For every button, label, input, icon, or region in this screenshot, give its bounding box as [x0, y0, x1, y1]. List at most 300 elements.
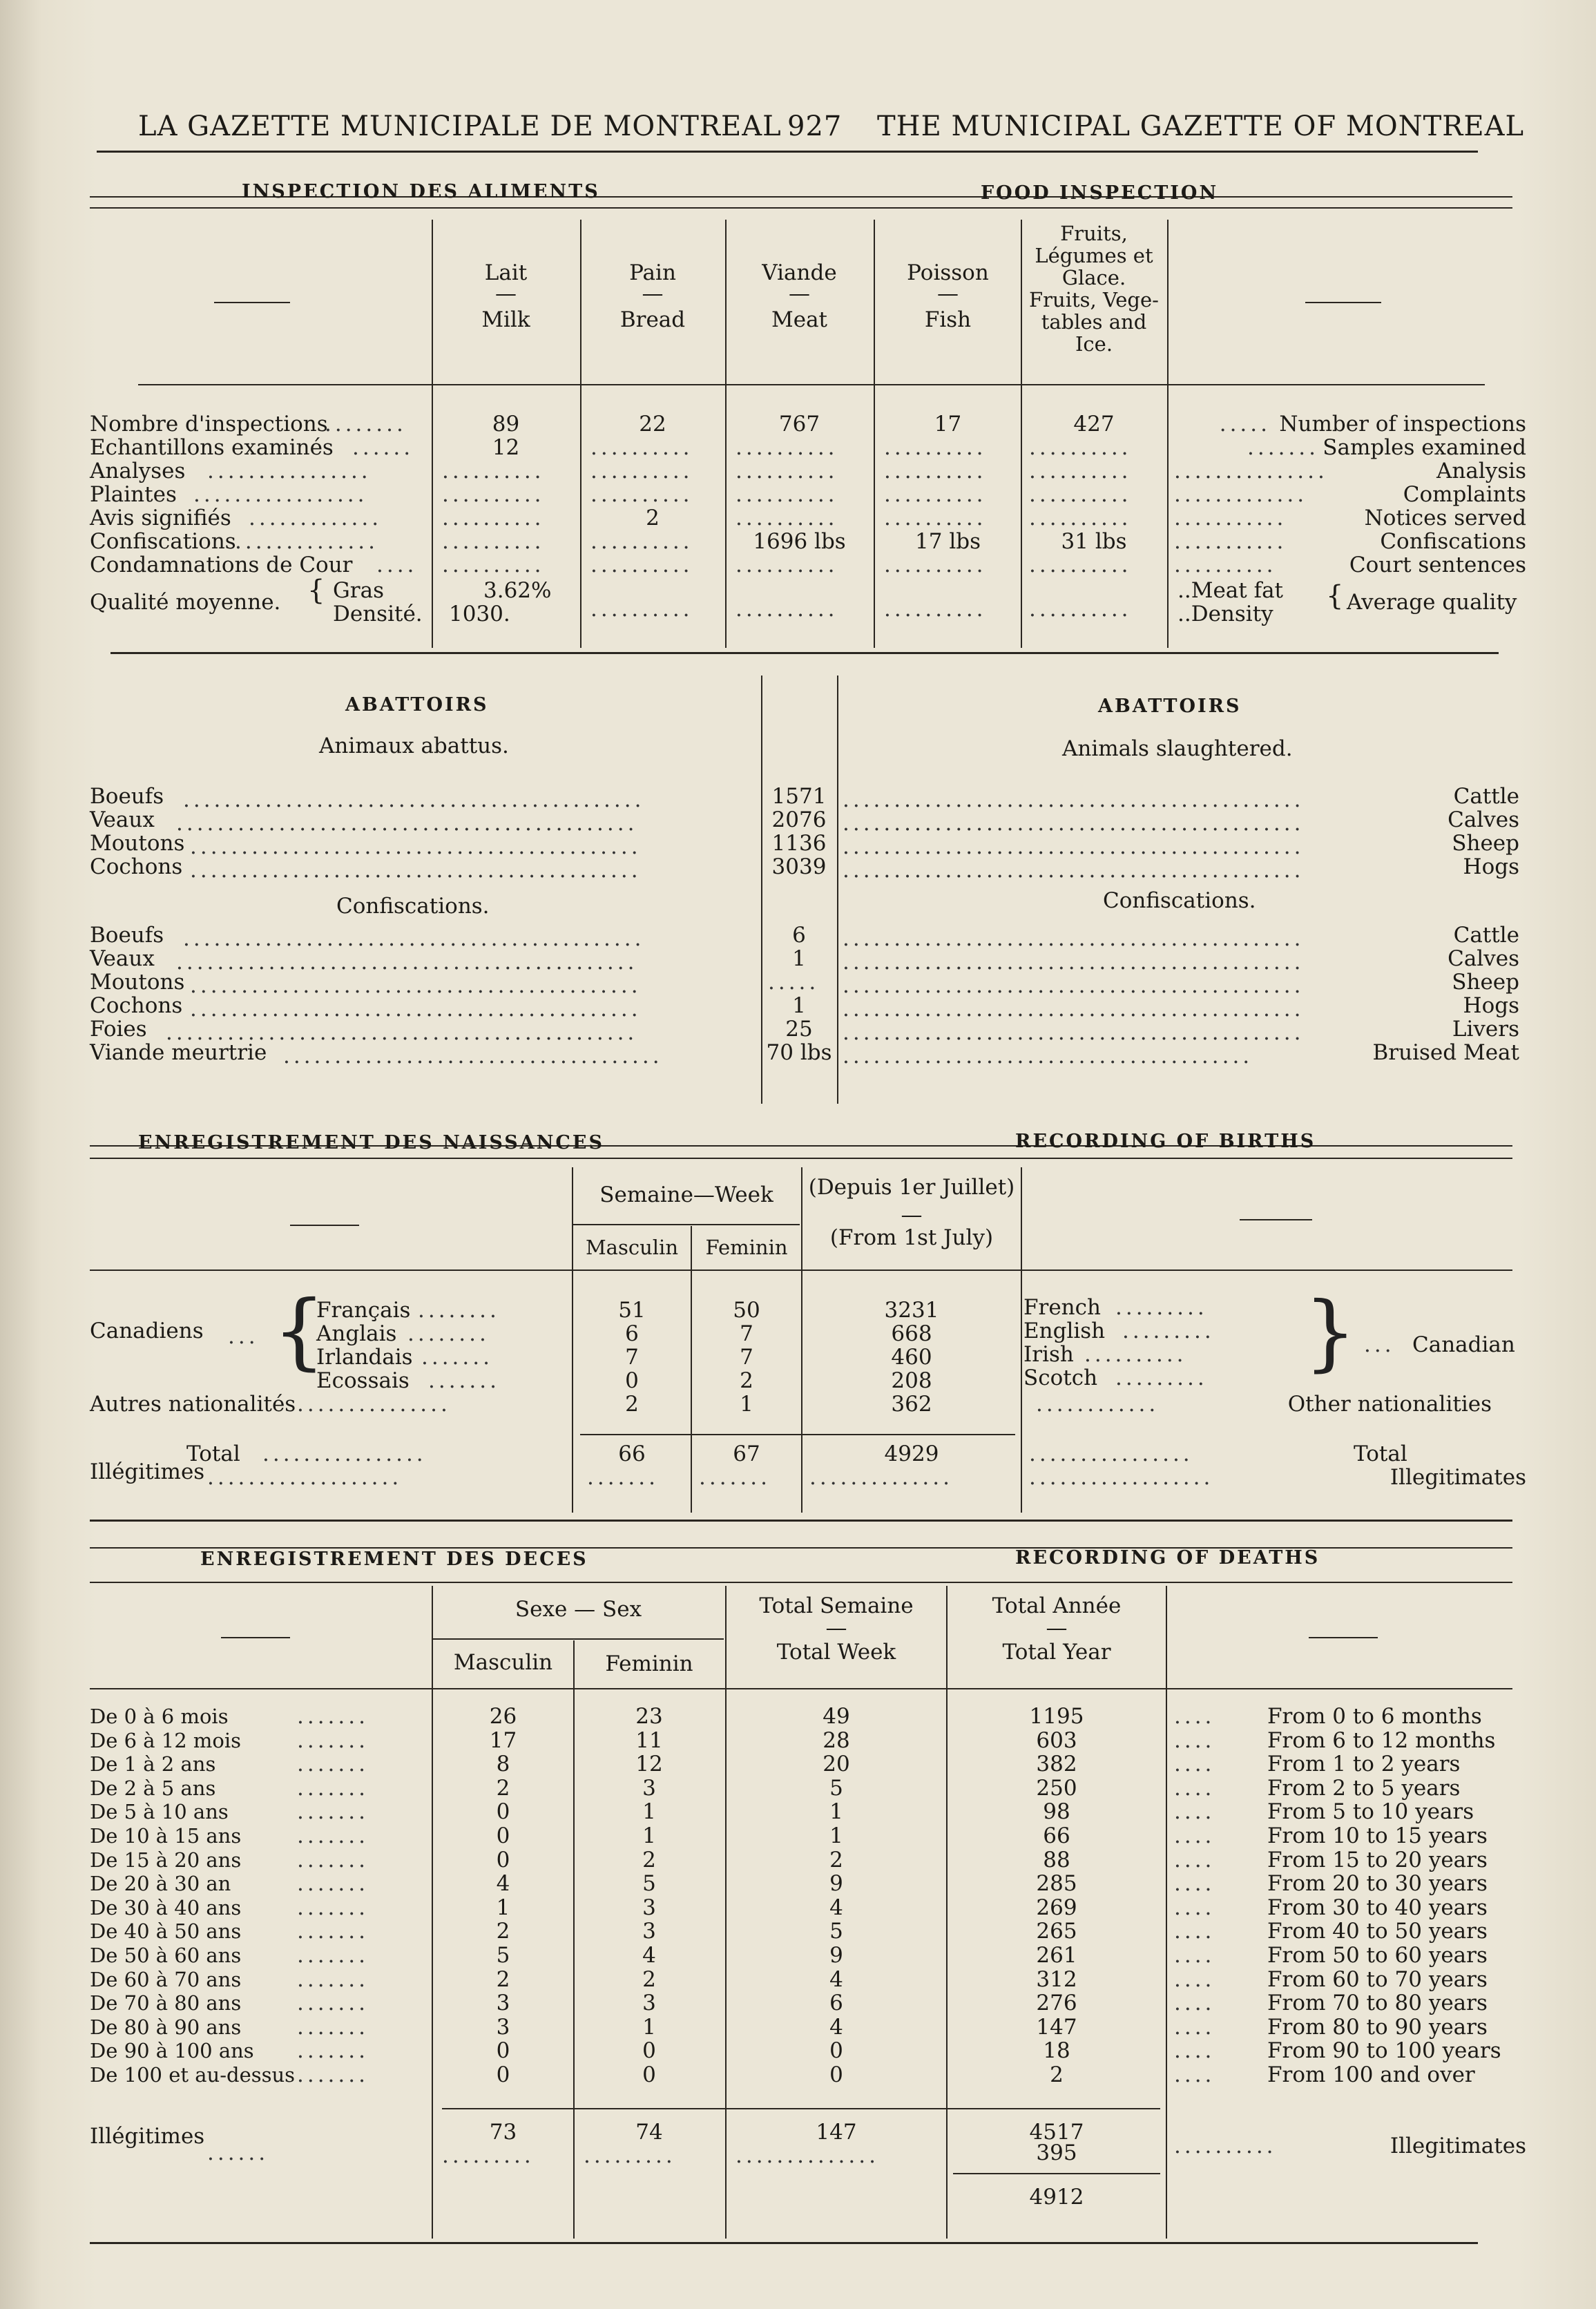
deaths-sex-head: Sexe — Sex [515, 1597, 642, 1622]
deaths-row-fr: De 80 à 90 ans [90, 2015, 242, 2039]
abattoir-val: 1136 [771, 831, 827, 856]
leader-dots: ................... [207, 1466, 403, 1489]
births-masc-head: Masculin [585, 1236, 678, 1259]
empty-cell-dots: .......... [590, 459, 693, 483]
empty-cell-dots: .......... [442, 506, 545, 530]
deaths-row-fr: De 0 à 6 mois [90, 1705, 229, 1728]
leader-dots: ............................................. [843, 927, 1305, 950]
deaths-row-en: From 2 to 5 years [1267, 1776, 1461, 1801]
leader-dots: ........................................ [843, 1044, 1253, 1068]
deaths-row-fr: De 2 à 5 ans [90, 1776, 216, 1800]
leader-dots: ......... [1122, 1319, 1215, 1343]
deaths-ty-fr: Total Année [992, 1593, 1122, 1618]
leader-dots: ............................................. [176, 812, 638, 835]
food-cell: 17 lbs [915, 529, 981, 554]
header-title-fr: LA GAZETTE MUNICIPALE DE MONTREAL [138, 111, 782, 142]
abattoir-conf-row-fr: Boeufs [90, 923, 164, 948]
deaths-f: 11 [635, 1728, 663, 1753]
deaths-row-en: From 10 to 15 years [1267, 1823, 1488, 1848]
leader-dots: ................ [207, 459, 372, 483]
page-number: 927 [787, 111, 843, 142]
deaths-w: 5 [829, 1776, 843, 1801]
births-title-en: RECORDING OF BIRTHS [1015, 1131, 1316, 1152]
food-row-label-fr: Avis signifiés [90, 506, 231, 530]
deaths-w: 49 [823, 1704, 850, 1729]
empty-cell-dots: ......... [584, 2144, 676, 2167]
empty-cell-dots: .......... [884, 597, 987, 621]
quality-density: ..Density [1177, 602, 1273, 626]
deaths-f: 4 [642, 1943, 656, 1968]
quality-label-en: Average quality [1347, 590, 1517, 615]
deaths-w: 5 [829, 1919, 843, 1944]
deaths-row-en: From 6 to 12 months [1267, 1728, 1496, 1753]
deaths-f: 5 [642, 1871, 656, 1896]
births-total-m: 66 [618, 1441, 646, 1466]
deaths-row-fr: De 70 à 80 ans [90, 1991, 242, 2015]
deaths-illeg-fr: Illégitimes [90, 2124, 205, 2149]
deaths-row-en: From 5 to 10 years [1267, 1799, 1474, 1824]
leader-dots: ............................................ [190, 974, 642, 997]
leader-dots: ...... [352, 436, 414, 459]
deaths-illeg-en: Illegitimates [1390, 2134, 1526, 2158]
abattoir-conf-row-en: Bruised Meat [1372, 1040, 1519, 1065]
abattoir-row-en: Calves [1448, 807, 1519, 832]
deaths-f: 3 [642, 1991, 656, 2015]
births-m: 6 [625, 1321, 639, 1346]
deaths-y: 18 [1043, 2038, 1070, 2063]
births-tot: 668 [891, 1321, 932, 1346]
deaths-w: 0 [829, 2062, 843, 2087]
fruits-head-line: Glace. [1061, 266, 1126, 289]
empty-cell-dots: .......... [590, 483, 693, 506]
leader-dots: ....... [428, 1369, 500, 1392]
leader-dots: .... [1174, 1896, 1215, 1919]
food-row-label-en: Notices served [1364, 506, 1526, 530]
leader-dots: ............................................. [843, 788, 1305, 812]
births-total-f: 67 [733, 1441, 760, 1466]
leader-dots: ............. [1174, 483, 1308, 506]
leader-dots: ....... [297, 1919, 369, 1943]
food-col-poisson: Poisson [907, 260, 989, 285]
food-cell: 31 lbs [1061, 529, 1127, 554]
deaths-stub-dash [1309, 1637, 1378, 1638]
deaths-f: 12 [635, 1752, 663, 1776]
deaths-sex-rule [433, 1638, 724, 1640]
food-col-bread: Bread [619, 307, 686, 332]
deaths-f: 1 [642, 2015, 656, 2040]
births-f: 50 [733, 1298, 760, 1323]
deaths-m: 17 [489, 1728, 517, 1753]
leader-dots: ............................................ [190, 835, 642, 859]
abattoir-row-fr: Moutons [90, 831, 185, 856]
deaths-title-en: RECORDING OF DEATHS [1015, 1547, 1320, 1569]
leader-dots: .... [376, 553, 418, 577]
leader-dots: .............. [235, 530, 378, 553]
food-col-rule [1167, 220, 1169, 648]
empty-cell-dots: .............. [735, 2144, 879, 2167]
food-row-label-en: Complaints [1403, 482, 1526, 507]
births-row-fr: Ecossais [316, 1368, 410, 1393]
empty-cell-dots: .......... [590, 530, 693, 553]
births-other-en: Other nationalities [1287, 1392, 1492, 1417]
empty-cell-dots: .......... [1029, 436, 1132, 459]
empty-cell-dots: .......... [442, 459, 545, 483]
births-fem-head: Feminin [705, 1236, 788, 1259]
empty-cell-dots: .......... [884, 459, 987, 483]
leader-dots: ... [228, 1325, 259, 1348]
food-cell: 17 [934, 412, 962, 437]
births-m: 51 [618, 1298, 646, 1323]
leader-dots: ............ [1036, 1392, 1160, 1416]
leader-dots: ............... [1174, 459, 1328, 483]
abattoir-row-fr: Cochons [90, 854, 183, 879]
leader-dots: ..... [1219, 412, 1271, 436]
leader-dots: .... [1174, 1800, 1215, 1823]
empty-cell-dots: .......... [735, 553, 838, 577]
deaths-ty-dash: — [1046, 1616, 1068, 1640]
deaths-f: 3 [642, 1919, 656, 1944]
deaths-y: 261 [1036, 1943, 1077, 1968]
quality-gras: Gras [333, 578, 384, 603]
births-since-en: (From 1st July) [829, 1225, 994, 1250]
canadiens-brace: { [273, 1283, 326, 1379]
deaths-w: 1 [829, 1799, 843, 1824]
deaths-y: 312 [1036, 1967, 1077, 1992]
leader-dots: ....... [297, 1944, 369, 1967]
abattoir-conf-row-fr: Moutons [90, 970, 185, 995]
deaths-illeg-y: 395 [1036, 2140, 1077, 2165]
leader-dots: ............................................. [843, 835, 1305, 859]
leader-dots: ............................................. [183, 788, 645, 812]
deaths-w: 6 [829, 1991, 843, 2015]
births-stub-dash [1240, 1219, 1312, 1220]
deaths-m: 3 [496, 1991, 510, 2015]
abattoir-sub-fr: Animaux abattus. [319, 734, 509, 758]
abattoir-conf-val: 6 [792, 923, 806, 948]
deaths-w: 4 [829, 2015, 843, 2040]
births-row-en: French [1023, 1295, 1101, 1320]
deaths-row-fr: De 100 et au-dessus [90, 2063, 296, 2087]
leader-dots: ....... [297, 2063, 369, 2087]
fruits-head-line: Fruits, Vege- [1029, 288, 1159, 312]
food-col-pain: Pain [629, 260, 676, 285]
food-cell: 2 [646, 506, 660, 530]
abattoir-conf-val: 25 [785, 1017, 813, 1042]
leader-dots: ............................................ [190, 859, 642, 882]
empty-cell-dots: .......... [884, 553, 987, 577]
deaths-row-fr: De 50 à 60 ans [90, 1944, 242, 1967]
births-row-fr: Irlandais [316, 1345, 413, 1370]
deaths-y: 98 [1043, 1799, 1070, 1824]
leader-dots: .......... [1084, 1343, 1187, 1366]
deaths-m: 1 [496, 1895, 510, 1920]
deaths-w: 0 [829, 2038, 843, 2063]
leader-dots: ....... [297, 1896, 369, 1919]
deaths-total-y: 4517 [1029, 2120, 1084, 2145]
abattoir-col-rule [837, 676, 838, 1104]
food-cell: 12 [492, 435, 520, 460]
leader-dots: .... [1174, 1752, 1215, 1776]
deaths-row-en: From 90 to 100 years [1267, 2038, 1501, 2063]
food-col-dash: — [642, 281, 664, 306]
deaths-row-fr: De 10 à 15 ans [90, 1824, 242, 1848]
abattoir-conf-val: 70 lbs [766, 1040, 832, 1065]
leader-dots: ......... [1115, 1296, 1208, 1319]
leader-dots: ... [1364, 1333, 1395, 1357]
deaths-m: 2 [496, 1967, 510, 1992]
deaths-row-en: From 30 to 40 years [1267, 1895, 1488, 1920]
empty-cell-dots: .......... [442, 530, 545, 553]
fruits-head-line: tables and [1041, 310, 1147, 334]
deaths-col-rule [1166, 1586, 1167, 2239]
births-tot: 3231 [884, 1298, 939, 1323]
empty-cell-dots: .......... [735, 459, 838, 483]
deaths-m: 4 [496, 1871, 510, 1896]
empty-cell-dots: .......... [590, 436, 693, 459]
leader-dots: ......... [1115, 1366, 1208, 1390]
leader-dots: .... [1174, 1776, 1215, 1800]
deaths-row-fr: De 40 à 50 ans [90, 1919, 242, 1943]
births-total-tot: 4929 [884, 1441, 939, 1466]
births-row-en: Irish [1023, 1342, 1074, 1367]
deaths-row-fr: De 15 à 20 ans [90, 1848, 242, 1872]
empty-cell-dots: .......... [735, 506, 838, 530]
leader-dots: ....... [297, 1800, 369, 1823]
births-m: 0 [625, 1368, 639, 1393]
food-title-fr: INSPECTION DES ALIMENTS [242, 181, 600, 202]
food-row-label-en: Analysis [1436, 459, 1526, 483]
deaths-grand-rule [953, 2173, 1160, 2174]
deaths-y: 1195 [1029, 1704, 1084, 1729]
empty-cell-dots: .......... [735, 597, 838, 621]
abattoir-val: 2076 [771, 807, 827, 832]
deaths-y: 250 [1036, 1776, 1077, 1801]
leader-dots: .... [1174, 2015, 1215, 2039]
food-row-label-fr: Analyses [90, 459, 186, 483]
empty-cell-dots: .......... [884, 483, 987, 506]
births-canadian-en: Canadian [1412, 1332, 1515, 1357]
food-cell: 427 [1073, 412, 1115, 437]
deaths-y: 603 [1036, 1728, 1077, 1753]
quality-meat-fat: ..Meat fat [1177, 578, 1284, 603]
fruits-head-line: Ice. [1075, 332, 1113, 356]
abattoir-title-fr: ABATTOIRS [345, 694, 489, 716]
deaths-f: 3 [642, 1776, 656, 1801]
food-stub-dash [214, 302, 290, 303]
header-title-en: THE MUNICIPAL GAZETTE OF MONTREAL [877, 111, 1525, 142]
leader-dots: .... [1174, 1919, 1215, 1943]
food-bottom-rule [110, 652, 1499, 654]
deaths-row-en: From 15 to 20 years [1267, 1848, 1488, 1872]
leader-dots: ........ [407, 1322, 490, 1345]
empty-cell-dots: .......... [735, 436, 838, 459]
leader-dots: ........... [1174, 530, 1287, 553]
leader-dots: ........ [418, 1299, 500, 1322]
leader-dots: ....... [297, 1752, 369, 1776]
food-row-label-en: Number of inspections [1279, 412, 1526, 437]
births-bottom-rule [90, 1520, 1512, 1522]
food-col-dash: — [495, 281, 517, 306]
deaths-stub-dash [221, 1637, 290, 1638]
deaths-y: 265 [1036, 1919, 1077, 1944]
leader-dots: ............................................. [843, 997, 1305, 1021]
food-cell: 89 [492, 412, 520, 437]
header-rule [97, 151, 1478, 153]
leader-dots: ................. [193, 483, 368, 506]
deaths-y: 269 [1036, 1895, 1077, 1920]
deaths-tw-en: Total Week [776, 1640, 896, 1665]
food-col-meat: Meat [771, 307, 828, 332]
leader-dots: .... [1174, 1872, 1215, 1895]
deaths-row-fr: De 5 à 10 ans [90, 1800, 229, 1823]
births-row-en: English [1023, 1319, 1106, 1343]
food-cell: 1696 lbs [753, 529, 846, 554]
deaths-total-w: 147 [816, 2120, 857, 2145]
food-row-label-en: Court sentences [1349, 553, 1526, 577]
leader-dots: .... [1174, 2039, 1215, 2062]
deaths-m: 0 [496, 1823, 510, 1848]
food-col-rule [432, 220, 433, 648]
births-top-rule-2 [90, 1158, 1512, 1159]
quality-gras-val: 3.62% [483, 578, 552, 603]
leader-dots: ....... [297, 1968, 369, 1991]
empty-cell-dots: .......... [590, 553, 693, 577]
deaths-tw-fr: Total Semaine [759, 1593, 914, 1618]
births-illeg-fr: Illégitimes [90, 1459, 205, 1484]
abattoir-row-fr: Veaux [90, 807, 155, 832]
leader-dots: ............................................. [843, 950, 1305, 974]
births-row-fr: Français [316, 1298, 411, 1323]
food-col-viande: Viande [762, 260, 837, 285]
deaths-grand-y: 4912 [1029, 2185, 1084, 2210]
deaths-ty-en: Total Year [1002, 1640, 1111, 1665]
births-m: 2 [625, 1392, 639, 1417]
deaths-f: 1 [642, 1823, 656, 1848]
births-tot: 460 [891, 1345, 932, 1370]
empty-cell-dots: ......... [442, 2144, 535, 2167]
deaths-w: 20 [823, 1752, 850, 1776]
leader-dots: .... [1174, 1848, 1215, 1872]
empty-cell-dots: .......... [884, 436, 987, 459]
leader-dots: ................ [1029, 1442, 1193, 1466]
deaths-m: 2 [496, 1919, 510, 1944]
empty-cell-dots: .......... [1029, 506, 1132, 530]
leader-dots: ....... [421, 1345, 493, 1369]
fruits-head-line: Légumes et [1035, 244, 1153, 267]
births-other-fr: Autres nationalités [90, 1392, 296, 1417]
abattoir-sub-en: Animals slaughtered. [1062, 736, 1293, 761]
deaths-row-fr: De 6 à 12 mois [90, 1729, 242, 1752]
leader-dots: ............................................. [843, 974, 1305, 997]
empty-cell-dots: .......... [1029, 459, 1132, 483]
abattoir-row-en: Cattle [1453, 784, 1519, 809]
births-f: 7 [740, 1345, 753, 1370]
abattoir-conf-val: 1 [792, 946, 806, 971]
abattoir-conf-row-en: Livers [1452, 1017, 1519, 1042]
deaths-y: 382 [1036, 1752, 1077, 1776]
deaths-row-fr: De 60 à 70 ans [90, 1968, 242, 1991]
leader-dots: .... [1174, 1944, 1215, 1967]
deaths-row-en: From 0 to 6 months [1267, 1704, 1482, 1729]
food-cell: 767 [778, 412, 820, 437]
deaths-row-fr: De 90 à 100 ans [90, 2039, 254, 2062]
deaths-title-fr: ENREGISTREMENT DES DECES [200, 1549, 588, 1570]
deaths-row-en: From 60 to 70 years [1267, 1967, 1488, 1992]
abattoir-conf-fr: Confiscations. [336, 894, 490, 919]
births-tot: 362 [891, 1392, 932, 1417]
leader-dots: ...... [207, 2141, 269, 2165]
births-total-rule [580, 1434, 1015, 1435]
leader-dots: ............................................. [843, 812, 1305, 835]
food-cell: 22 [639, 412, 666, 437]
births-total-fr: Total [186, 1441, 240, 1466]
food-row-label-en: Samples examined [1323, 435, 1526, 460]
leader-dots: ................ [262, 1442, 427, 1466]
deaths-y: 2 [1050, 2062, 1064, 2087]
food-title-en: FOOD INSPECTION [981, 182, 1219, 204]
food-col-rule [874, 220, 875, 648]
leader-dots: .......... [1174, 553, 1277, 577]
deaths-f: 2 [642, 1967, 656, 1992]
quality-brace: { [307, 575, 325, 606]
food-stub-dash [1305, 302, 1381, 303]
births-f: 2 [740, 1368, 753, 1393]
leader-dots: .... [1174, 1705, 1215, 1728]
leader-dots: .... [1174, 1991, 1215, 2015]
deaths-m: 2 [496, 1776, 510, 1801]
deaths-f: 1 [642, 1799, 656, 1824]
deaths-fem-head: Feminin [605, 1651, 693, 1676]
deaths-row-en: From 100 and over [1267, 2062, 1475, 2087]
abattoir-conf-row-fr: Cochons [90, 993, 183, 1018]
food-col-fish: Fish [924, 307, 972, 332]
births-week-head: Semaine—Week [599, 1182, 773, 1207]
deaths-total-f: 74 [635, 2120, 663, 2145]
deaths-w: 4 [829, 1967, 843, 1992]
deaths-m: 0 [496, 1848, 510, 1872]
leader-dots: ........ [325, 412, 407, 436]
leader-dots: ....... [297, 1705, 369, 1728]
canadian-brace: } [1304, 1285, 1357, 1381]
births-since-fr: (Depuis 1er Juillet) [808, 1175, 1015, 1200]
abattoir-conf-row-en: Sheep [1452, 970, 1519, 995]
food-head-rule [138, 384, 1485, 385]
empty-cell-dots: .......... [1029, 597, 1132, 621]
leader-dots: ............................................. [176, 950, 638, 974]
births-col-rule [1021, 1167, 1022, 1513]
food-col-dash: — [937, 281, 959, 306]
leader-dots: ....... [297, 1776, 369, 1800]
empty-cell-dots: ....... [699, 1466, 771, 1489]
food-col-fruits-head [1022, 222, 1166, 355]
quality-densite-val: 1030. [449, 602, 510, 626]
food-row-label-fr: Condamnations de Cour [90, 553, 353, 577]
empty-cell-dots: .......... [442, 483, 545, 506]
leader-dots: ............... [297, 1392, 451, 1416]
births-row-en: Scotch [1023, 1366, 1098, 1390]
deaths-tw-dash: — [825, 1616, 847, 1640]
deaths-y: 147 [1036, 2015, 1077, 2040]
deaths-y: 88 [1043, 1848, 1070, 1872]
deaths-row-en: From 80 to 90 years [1267, 2015, 1488, 2040]
deaths-m: 5 [496, 1943, 510, 1968]
deaths-y: 276 [1036, 1991, 1077, 2015]
food-col-rule [725, 220, 727, 648]
deaths-m: 0 [496, 1799, 510, 1824]
leader-dots: .... [1174, 2063, 1215, 2087]
fruits-head-line: Fruits, [1060, 222, 1128, 245]
abattoir-conf-en: Confiscations. [1103, 888, 1256, 913]
